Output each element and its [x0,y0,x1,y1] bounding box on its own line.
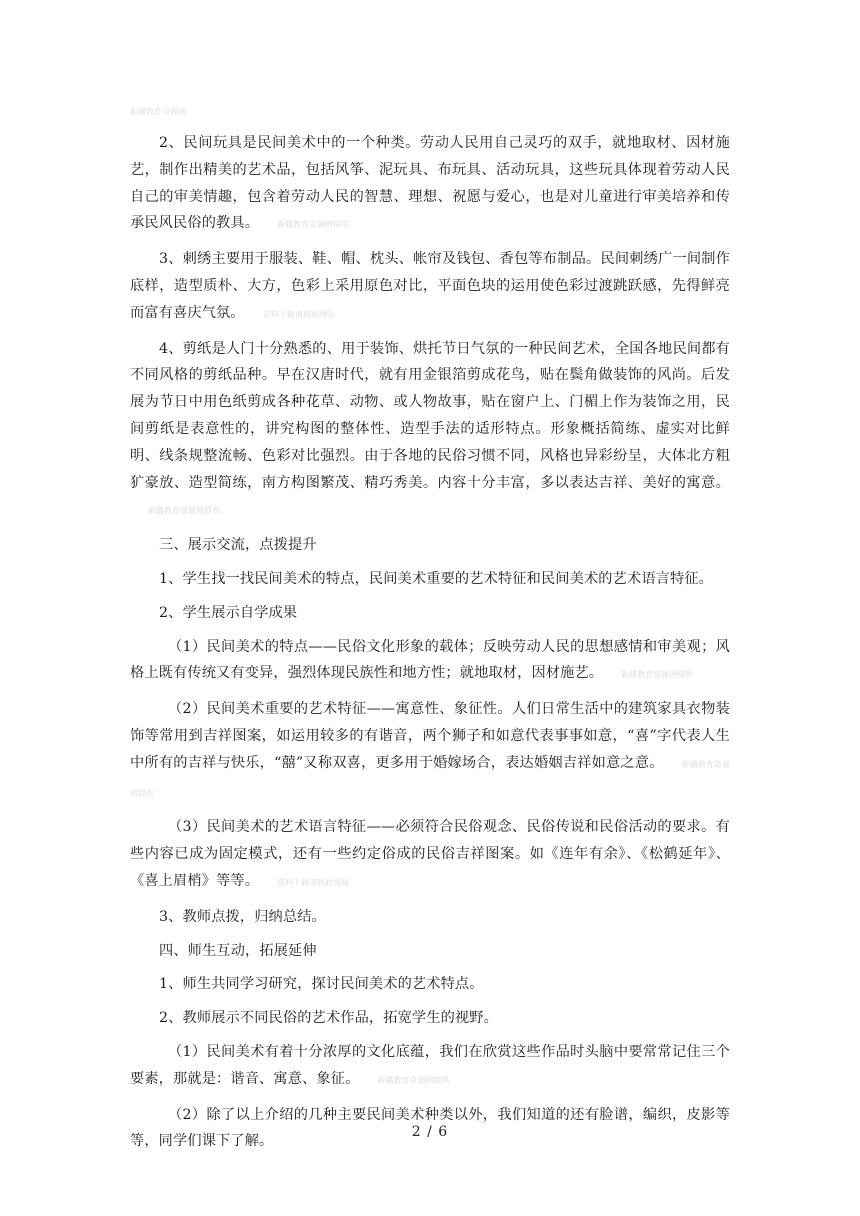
paragraph-text: 2、民间玩具是民间美术中的一个种类。劳动人民用自己灵巧的双手，就地取材、因材施艺，制作出精美的艺术品，包括风筝、泥玩具、布玩具、活动玩具，这些玩具体现着劳动人民自己的审美情趣，包含着劳动人民的智慧、理想、祝愿与爱心，也是对儿童进行审美培养和传承民风民俗的教具。 [130,135,730,232]
document-body [130,130,730,1162]
paragraph-text: （1）民间美术的特点——民俗文化形象的载体；反映劳动人民的思想感情和审美观；风格上既有传统又有变异，强烈体现民族性和地方性；就地取材，因材施艺。 [130,638,730,682]
watermark-text: 新疆教育资源网提供 [130,759,730,798]
watermark-text: 资料下载请到此网站 [277,877,350,887]
paragraph-text: （2）除了以上介绍的几种主要民间美术种类以外，我们知道的还有脸谱，编织，皮影等等，同学们课下了解。 [130,1106,730,1150]
paragraph-text: 3、教师点拨，归纳总结。 [159,908,326,925]
paragraph-text: 三、展示交流，点拨提升 [159,537,317,554]
paragraph-text: 四、师生互动，拓展延伸 [159,942,317,959]
paragraph-show-results [130,600,730,627]
paragraph-find-features [130,566,730,593]
section-heading-3 [130,532,730,559]
watermark-text: 新疆教育资源网提供 [277,220,350,230]
paragraph-text: （1）民间美术有着十分浓厚的文化底蕴，我们在欣赏这些作品时头脑中要常常记住三个要素，那就是：谐音、寓意、象征。 [130,1043,730,1087]
paragraph-teacher-shows [130,1005,730,1032]
paragraph-text: （3）民间美术的艺术语言特征——必须符合民俗观念、民俗传说和民俗活动的要求。有些内容已成为固定模式，还有一些约定俗成的民俗吉祥图案。如《连年有余》、《松鹤延年》、《喜上眉梢》等等。 [130,819,730,889]
watermark-text: 资料下载请到此网站 [262,309,335,319]
section-heading-4 [130,938,730,965]
paragraph-text: （2）民间美术重要的艺术特征——寓意性、象征性。人们日常生活中的建筑家具衣物装饰等常用到吉祥图案，如运用较多的有谐音，两个狮子和如意代表事事如意，“喜”字代表人生中所有的吉祥与快乐，“囍”又称双喜，更多用于婚嫁场合，表达婚姻吉祥如意之意。 [130,701,730,771]
paragraph-joint-study [130,971,730,998]
page-number: 2 / 6 [411,1124,449,1140]
paragraph-paper-cutting [130,336,730,526]
watermark-text: 新疆教育资源网提供 [148,506,220,516]
paragraph-embroidery [130,246,730,328]
watermark-text: 新疆教育资源网提供 [621,670,694,680]
paragraph-text: 3、刺绣主要用于服装、鞋、帽、枕头、帐帘及钱包、香包等布制品。民间刺绣广一间制作底样，造型质朴、大方，色彩上采用原色对比，平面色块的运用使色彩过渡跳跃感，先得鲜亮而富有喜庆气氛。 [130,251,730,321]
header-watermark-text: 新疆教育资源网 [130,107,186,116]
paragraph-text: 2、教师展示不同民俗的艺术作品，拓宽学生的视野。 [159,1010,498,1027]
paragraph-art-language [130,814,730,896]
paragraph-text: 1、师生共同学习研究，探讨民间美术的艺术特点。 [159,976,484,993]
watermark-text: 新疆教育资源网提供 [377,1075,450,1085]
paragraph-teacher-summary [130,904,730,931]
paragraph-text: 2、学生展示自学成果 [159,604,298,621]
paragraph-three-elements [130,1039,730,1095]
paragraph-text: 4、剪纸是人门十分熟悉的、用于装饰、烘托节日气氛的一种民间艺术，全国各地民间都有不同风格的剪纸品种。早在汉唐时代，就有用金银箔剪成花鸟，贴在鬓角做装饰的风尚。后发展为节日中用色纸剪成各种花草、动物、或人物故事，贴在窗户上、门楣上作为装饰之用，民间剪纸是表意性的，讲究构图的整体性、造型手法的适形特点。形象概括简练、虚实对比鲜明、线条规整流畅、色彩对比强烈。由于各地的民俗习惯不同，风格也异彩纷呈，大体北方粗犷豪放、造型简练，南方构图繁茂、精巧秀美。内容十分丰富，多以表达吉祥、美好的寓意。 [130,340,730,491]
paragraph-features [130,634,730,690]
paragraph-folk-toys [130,130,730,239]
paragraph-text: 1、学生找一找民间美术的特点，民间美术重要的艺术特征和民间美术的艺术语言特征。 [159,570,714,587]
paragraph-art-traits [130,696,730,807]
